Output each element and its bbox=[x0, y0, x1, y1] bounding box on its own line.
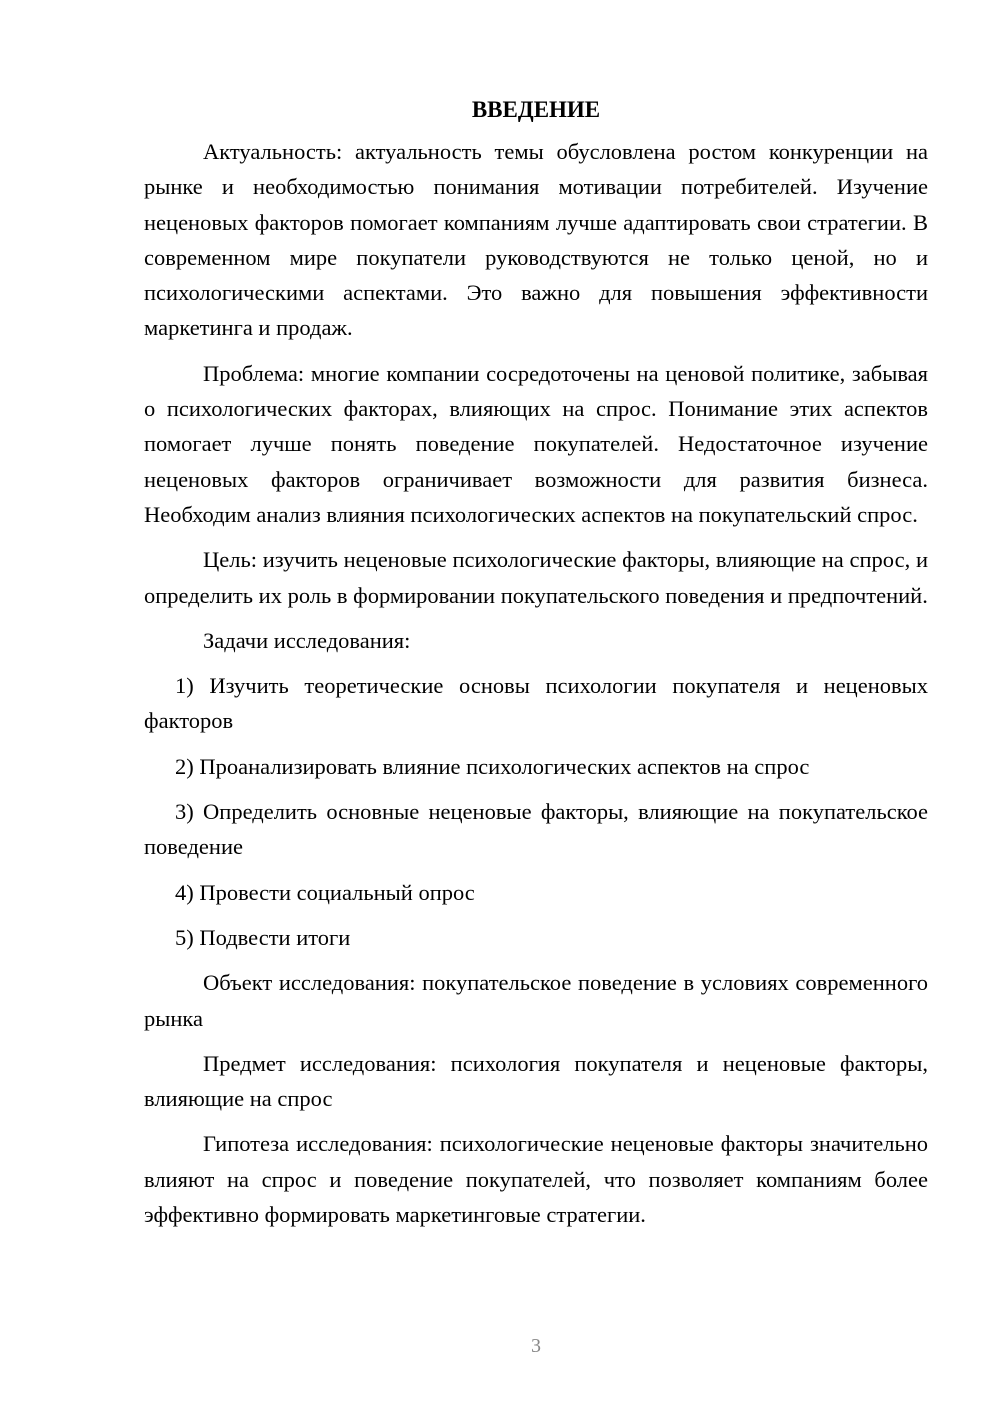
problem-paragraph: Проблема: многие компании сосредоточены на ценовой политике, забывая о психологических факторах, влияющих на спрос. Понимание этих аспектов помогает лучше понять поведение покупателей. Недостаточное изучение неценовых факторов ограничивает возможности для развития бизнеса. Необходим анализ влияния психологических аспектов на покупательский спрос. bbox=[144, 360, 928, 527]
page-title: ВВЕДЕНИЕ bbox=[471, 97, 601, 122]
tasks-list bbox=[144, 668, 928, 955]
relevance-paragraph: Актуальность: актуальность темы обусловлена ростом конкуренции на рынке и необходимостью понимания мотивации потребителей. Изучение неценовых факторов помогает компаниям лучше адаптировать свои стратегии. В современном мире покупатели руководствуются не только ценой, но и психологическими аспектами. Это важно для повышения эффективности маркетинга и продаж. bbox=[144, 139, 928, 341]
hypothesis-paragraph: Гипотеза исследования: психологические неценовые факторы значительно влияют на спрос и поведение покупателей, что позволяет компаниям более эффективно формировать маркетинговые стратегии. bbox=[144, 1131, 928, 1228]
subject-paragraph: Предмет исследования: психология покупателя и неценовые факторы, влияющие на спрос bbox=[144, 1050, 928, 1112]
list-item: 5) Подвести итоги bbox=[175, 924, 351, 950]
list-item: 1) Изучить теоретические основы психологии покупателя и неценовых факторов bbox=[144, 673, 928, 734]
goal-paragraph: Цель: изучить неценовые психологические факторы, влияющие на спрос, и определить их роль в формировании покупательского поведения и предпочтений. bbox=[144, 547, 928, 608]
list-item: 3) Определить основные неценовые факторы, влияющие на покупательское поведение bbox=[144, 799, 928, 860]
list-item: 4) Провести социальный опрос bbox=[175, 879, 475, 905]
object-paragraph: Объект исследования: покупательское поведение в условиях современного рынка bbox=[144, 970, 928, 1031]
page-body bbox=[144, 92, 928, 1232]
tasks-heading: Задачи исследования: bbox=[203, 627, 411, 653]
page-number: 3 bbox=[531, 1335, 541, 1357]
list-item: 2) Проанализировать влияние психологических аспектов на спрос bbox=[175, 753, 810, 779]
